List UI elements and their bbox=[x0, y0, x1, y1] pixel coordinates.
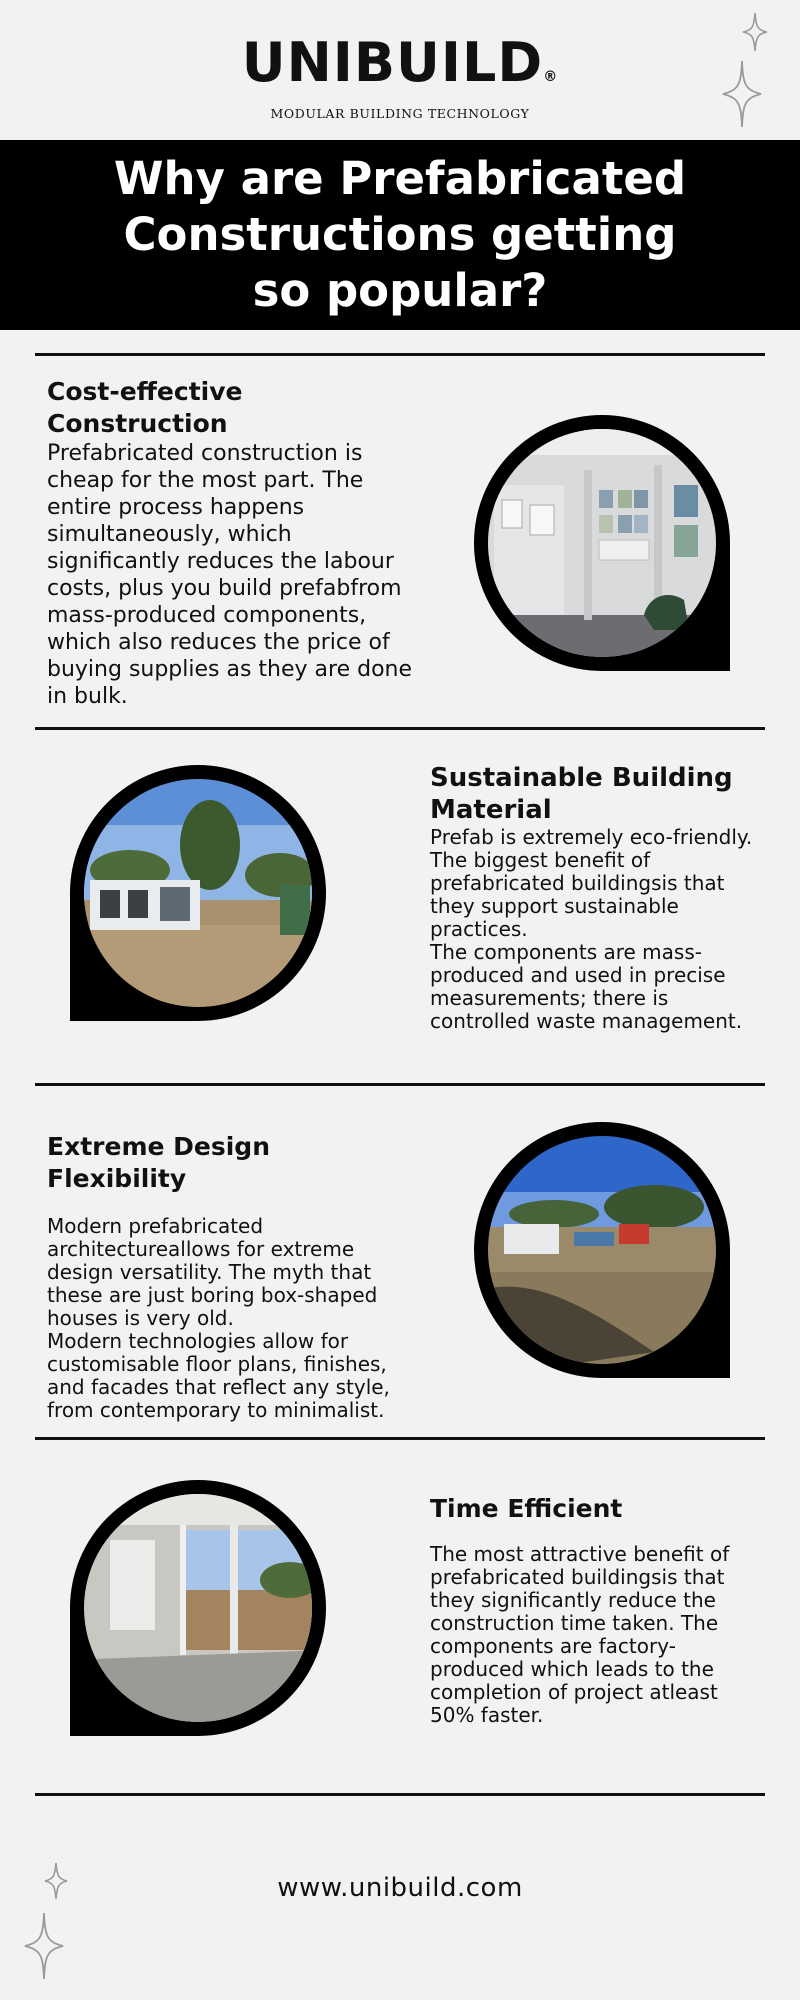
sparkle-icon bbox=[24, 1912, 64, 1980]
section-sustainable bbox=[430, 762, 755, 1033]
brand-logo bbox=[0, 31, 800, 121]
divider bbox=[35, 1793, 765, 1796]
section-title: Extreme Design Flexibility bbox=[47, 1132, 270, 1193]
section-title: Time Efficient bbox=[430, 1494, 623, 1523]
divider bbox=[35, 353, 765, 356]
sparkle-icon bbox=[742, 12, 768, 52]
section-design-flexibility bbox=[47, 1131, 417, 1422]
page-title: Why are Prefabricated Constructions getting so popular? bbox=[113, 152, 687, 317]
section-body: The most attractive benefit of prefabricated buildingsis that they significantly reduce the construction time taken. The components are factory-produced which leads to the completion of project atleast 50% faster. bbox=[430, 1542, 730, 1727]
office-interior-photo bbox=[474, 415, 730, 671]
logo-text: UNIBUILD bbox=[241, 31, 544, 94]
prefab-building-outdoor-photo bbox=[70, 765, 326, 1021]
section-time-efficient bbox=[430, 1493, 755, 1727]
section-cost-effective bbox=[47, 376, 417, 710]
logo-registered-mark: ® bbox=[543, 69, 559, 85]
divider bbox=[35, 1083, 765, 1086]
section-body: Modern prefabricated architectureallows for extreme design versatility. The myth that these are just boring box-shaped houses is very old. bbox=[47, 1214, 378, 1330]
empty-room-window-photo bbox=[70, 1480, 326, 1736]
divider bbox=[35, 727, 765, 730]
section-title: Sustainable Building Material bbox=[430, 763, 733, 825]
sparkle-icon bbox=[722, 60, 762, 128]
section-body: The components are mass-produced and used in precise measurements; there is controlled waste management. bbox=[430, 940, 743, 1033]
logo-tagline: MODULAR BUILDING TECHNOLOGY bbox=[270, 106, 530, 121]
section-body: Prefabricated construction is cheap for the most part. The entire process happens simultaneously, which significantly reduces the labour costs, plus you build prefabfrom mass-produced components, which also reduces the price of buying supplies as they are done in bulk. bbox=[47, 441, 413, 709]
section-body: Modern technologies allow for customisable floor plans, finishes, and facades that reflect any style, from contemporary to minimalist. bbox=[47, 1329, 390, 1422]
section-title: Cost-effective Construction bbox=[47, 377, 243, 438]
footer-url[interactable]: www.unibuild.com bbox=[277, 1873, 523, 1903]
construction-site-photo bbox=[474, 1122, 730, 1378]
divider bbox=[35, 1437, 765, 1440]
section-body: Prefab is extremely eco-friendly. The biggest benefit of prefabricated buildingsis that they support sustainable practices. bbox=[430, 825, 753, 941]
title-banner bbox=[0, 140, 800, 330]
